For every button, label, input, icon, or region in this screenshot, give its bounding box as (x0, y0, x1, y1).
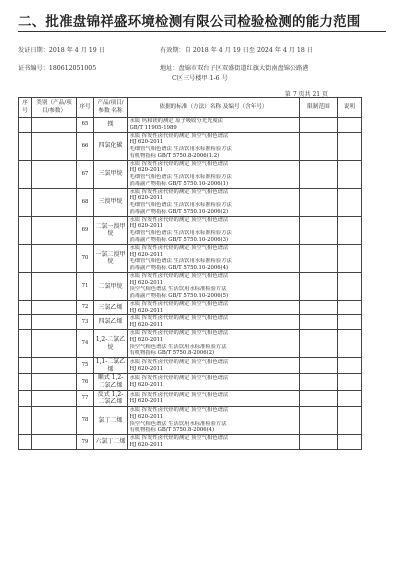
table-row (19, 407, 362, 435)
table-header-row (19, 98, 362, 118)
method-line: 水质 挥发性卤代烃的测定 顶空气相色谱法 (129, 160, 229, 167)
method-line: HJ 620-2011 (129, 382, 164, 389)
table-row (19, 118, 362, 133)
method-line: 毛细管气相色谱法 生活饮用水标准检验方法 (129, 230, 232, 237)
method-cell (128, 132, 300, 160)
method-line: 水质 挥发性卤代烃的测定 顶空气相色谱法 (129, 375, 229, 382)
param-name-cell: 三溴甲烷 (94, 188, 128, 216)
category-cell (32, 390, 77, 406)
param-no-cell: 69 (77, 216, 94, 244)
category-cell (32, 160, 77, 188)
method-line: HJ 620-2011 (129, 365, 164, 372)
method-line: 水质 挥发性卤代烃的测定 顶空气相色谱法 (129, 272, 229, 279)
limit-cell (300, 244, 338, 272)
note-cell (338, 329, 362, 357)
method-cell (128, 407, 300, 435)
method-line: HJ 620-2011 (129, 195, 164, 202)
category-no-cell (19, 329, 32, 357)
method-cell (128, 435, 300, 450)
method-line: 水质 挥发性卤代烃的测定 顶空气相色谱法 (129, 132, 229, 139)
method-line: 有机物指标 GB/T 5750.8-2006(1.2) (129, 152, 220, 159)
category-cell (32, 315, 77, 330)
header-method: 依据的标准（方法）名称 及编号（含年号） (128, 98, 300, 118)
category-cell (32, 216, 77, 244)
method-line: 有机物指标 GB/T 5750.8-2006(2) (129, 350, 215, 357)
title-divider (18, 31, 386, 32)
param-no-cell: 66 (77, 132, 94, 160)
limit-cell (300, 374, 338, 390)
category-cell (32, 407, 77, 435)
table-row (19, 390, 362, 406)
method-cell (128, 358, 300, 374)
limit-cell (300, 216, 338, 244)
limit-cell (300, 329, 338, 357)
category-no-cell (19, 272, 32, 300)
method-line: 水质 钙和镁的测定 原子吸收分光光度法 (129, 118, 223, 124)
category-cell (32, 132, 77, 160)
param-no-cell: 79 (77, 435, 94, 450)
table-row (19, 435, 362, 450)
method-line: 水质 挥发性卤代烃的测定 顶空气相色谱法 (129, 435, 229, 442)
table-row (19, 358, 362, 374)
limit-cell (300, 118, 338, 133)
note-cell (338, 132, 362, 160)
method-line: 有机物指标 GB/T 5750.8-2006(4) (129, 427, 215, 434)
category-no-cell (19, 358, 32, 374)
method-cell (128, 244, 300, 272)
category-cell (32, 300, 77, 315)
method-line: GB/T 11905-1989 (129, 124, 177, 131)
param-name-cell: 三氯甲烷 (94, 160, 128, 188)
method-line: 毛细管气相色谱法 生活饮用水标准检验方法 (129, 174, 232, 181)
note-cell (338, 407, 362, 435)
category-no-cell (19, 188, 32, 216)
note-cell (338, 374, 362, 390)
header-category: 类别（产品/项目/参数） (32, 98, 77, 118)
param-name-cell: 二氯一溴甲烷 (94, 216, 128, 244)
category-no-cell (19, 244, 32, 272)
category-no-cell (19, 160, 32, 188)
method-line: HJ 620-2011 (129, 279, 164, 286)
category-cell (32, 244, 77, 272)
method-line: HJ 620-2011 (129, 322, 164, 329)
method-line: 消毒副产物指标 GB/T 5750.10-2006(3) (129, 237, 229, 244)
param-name-cell: 四氯乙烯 (94, 315, 128, 330)
method-line: HJ 620-2011 (129, 441, 164, 448)
method-line: 水质 挥发性卤代烃的测定 顶空气相色谱法 (129, 216, 229, 223)
header-limit: 限制范围 (300, 98, 338, 118)
category-no-cell (19, 390, 32, 406)
note-cell (338, 300, 362, 315)
param-no-cell: 75 (77, 358, 94, 374)
table-row (19, 132, 362, 160)
method-line: 毛细管气相色谱法 生活饮用水标准检验方法 (129, 146, 232, 153)
param-no-cell: 77 (77, 390, 94, 406)
category-no-cell (19, 435, 32, 450)
category-cell (32, 329, 77, 357)
table-row (19, 329, 362, 357)
category-cell (32, 435, 77, 450)
param-name-cell: 六氯丁二烯 (94, 435, 128, 450)
method-line: 顶空气相色谱法 生活饮用水标准检验方法 (129, 420, 227, 427)
category-cell (32, 374, 77, 390)
method-line: 水质 挥发性卤代烃的测定 顶空气相色谱法 (129, 188, 229, 195)
category-cell (32, 272, 77, 300)
limit-cell (300, 132, 338, 160)
note-cell (338, 188, 362, 216)
issue-date: 发证日期：2018 年 4 月 19 日 (18, 47, 105, 54)
method-line: HJ 620-2011 (129, 139, 164, 146)
method-line: 水质 挥发性卤代烃的测定 顶空气相色谱法 (129, 391, 229, 398)
method-cell (128, 300, 300, 315)
limit-cell (300, 435, 338, 450)
category-no-cell (19, 315, 32, 330)
method-line: 消毒副产物指标 GB/T 5750.10-2006(1) (129, 180, 229, 187)
param-name-cell: 1,2-二氯乙烷 (94, 329, 128, 357)
param-name-cell: 反式 1,2-二氯乙烯 (94, 390, 128, 406)
page-title: 二、批准盘锦祥盛环境检测有限公司检验检测的能力范围 (18, 14, 361, 30)
table-row (19, 188, 362, 216)
param-no-cell: 71 (77, 272, 94, 300)
method-line: 顶空气相色谱法 生活饮用水标准检验方法 (129, 343, 227, 350)
table-row (19, 315, 362, 330)
table-row (19, 244, 362, 272)
method-line: HJ 620-2011 (129, 167, 164, 174)
note-cell (338, 272, 362, 300)
method-cell (128, 118, 300, 133)
method-line: HJ 620-2011 (129, 398, 164, 405)
header-param-no: 序号 (77, 98, 94, 118)
category-no-cell (19, 407, 32, 435)
note-cell (338, 216, 362, 244)
param-no-cell: 74 (77, 329, 94, 357)
limit-cell (300, 390, 338, 406)
page-number: 第 7 页共 21 页 (284, 91, 328, 98)
method-cell (128, 160, 300, 188)
limit-cell (300, 300, 338, 315)
table-row (19, 374, 362, 390)
category-cell (32, 358, 77, 374)
limit-cell (300, 160, 338, 188)
address-line-2: C区三号楼甲 1-6 号 (172, 75, 228, 82)
method-cell (128, 329, 300, 357)
method-cell (128, 374, 300, 390)
method-cell (128, 272, 300, 300)
param-no-cell: 68 (77, 188, 94, 216)
method-line: HJ 620-2011 (129, 251, 164, 258)
param-name-cell: 一氯二溴甲烷 (94, 244, 128, 272)
note-cell (338, 435, 362, 450)
param-name-cell: 二氯甲烷 (94, 272, 128, 300)
limit-cell (300, 315, 338, 330)
category-no-cell (19, 132, 32, 160)
param-name-cell: 顺式 1,2-二氯乙烯 (94, 374, 128, 390)
method-line: 水质 挥发性卤代烃的测定 顶空气相色谱法 (129, 358, 229, 365)
note-cell (338, 118, 362, 133)
param-name-cell: 三氯乙烯 (94, 300, 128, 315)
method-line: 顶空气相色谱法 生活饮用水标准检验方法 (129, 286, 227, 293)
header-note: 说明 (338, 98, 362, 118)
table-row (19, 216, 362, 244)
method-cell (128, 188, 300, 216)
method-line: 水质 挥发性卤代烃的测定 顶空气相色谱法 (129, 244, 229, 251)
category-no-cell (19, 118, 32, 133)
category-cell (32, 118, 77, 133)
address-line-1: 地址：盘锦市双台子区双盛街道红旗大街南盘锦公路港 (160, 65, 309, 72)
method-cell (128, 390, 300, 406)
note-cell (338, 160, 362, 188)
method-line: 毛细管气相色谱法 生活饮用水标准检验方法 (129, 202, 232, 209)
note-cell (338, 390, 362, 406)
param-name-cell: 氯丁二烯 (94, 407, 128, 435)
note-cell (338, 244, 362, 272)
method-line: HJ 620-2011 (129, 413, 164, 420)
method-line: 水质 挥发性卤代烃的测定 顶空气相色谱法 (129, 315, 229, 322)
method-cell (128, 315, 300, 330)
category-no-cell (19, 374, 32, 390)
param-no-cell: 72 (77, 300, 94, 315)
param-name-cell: 镁 (94, 118, 128, 133)
header-param-name: 产品/项目/参数 名称 (94, 98, 128, 118)
table-row (19, 272, 362, 300)
method-line: HJ 620-2011 (129, 307, 164, 314)
param-name-cell: 1,1-二氯乙烯 (94, 358, 128, 374)
method-line: 消毒副产物指标 GB/T 5750.10-2006(5) (129, 293, 229, 300)
limit-cell (300, 272, 338, 300)
param-no-cell: 73 (77, 315, 94, 330)
param-no-cell: 67 (77, 160, 94, 188)
category-no-cell (19, 300, 32, 315)
method-line: 消毒副产物指标 GB/T 5750.10-2006(2) (129, 208, 229, 215)
category-no-cell (19, 216, 32, 244)
method-line: 水质 挥发性卤代烃的测定 顶空气相色谱法 (129, 329, 229, 336)
method-line: HJ 620-2011 (129, 223, 164, 230)
method-cell (128, 216, 300, 244)
note-cell (338, 315, 362, 330)
limit-cell (300, 188, 338, 216)
method-line: 水质 挥发性卤代烃的测定 顶空气相色谱法 (129, 300, 229, 307)
method-line: 消毒副产物指标 GB/T 5750.10-2006(4) (129, 265, 229, 272)
method-line: HJ 620-2011 (129, 336, 164, 343)
note-cell (338, 358, 362, 374)
param-no-cell: 76 (77, 374, 94, 390)
table-row (19, 160, 362, 188)
certificate-number: 证书编号：180612051005 (18, 65, 97, 72)
param-name-cell: 四氯化碳 (94, 132, 128, 160)
valid-period: 有效期：自 2018 年 4 月 19 日至 2024 年 4 月 18 日 (160, 47, 313, 54)
limit-cell (300, 407, 338, 435)
param-no-cell: 65 (77, 118, 94, 133)
category-cell (32, 188, 77, 216)
method-line: 水质 挥发性卤代烃的测定 顶空气相色谱法 (129, 407, 229, 414)
header-no: 序号 (19, 98, 32, 118)
method-line: 毛细管气相色谱法 生活饮用水标准检验方法 (129, 258, 232, 265)
param-no-cell: 78 (77, 407, 94, 435)
limit-cell (300, 358, 338, 374)
capability-table (18, 97, 362, 450)
table-row (19, 300, 362, 315)
param-no-cell: 70 (77, 244, 94, 272)
